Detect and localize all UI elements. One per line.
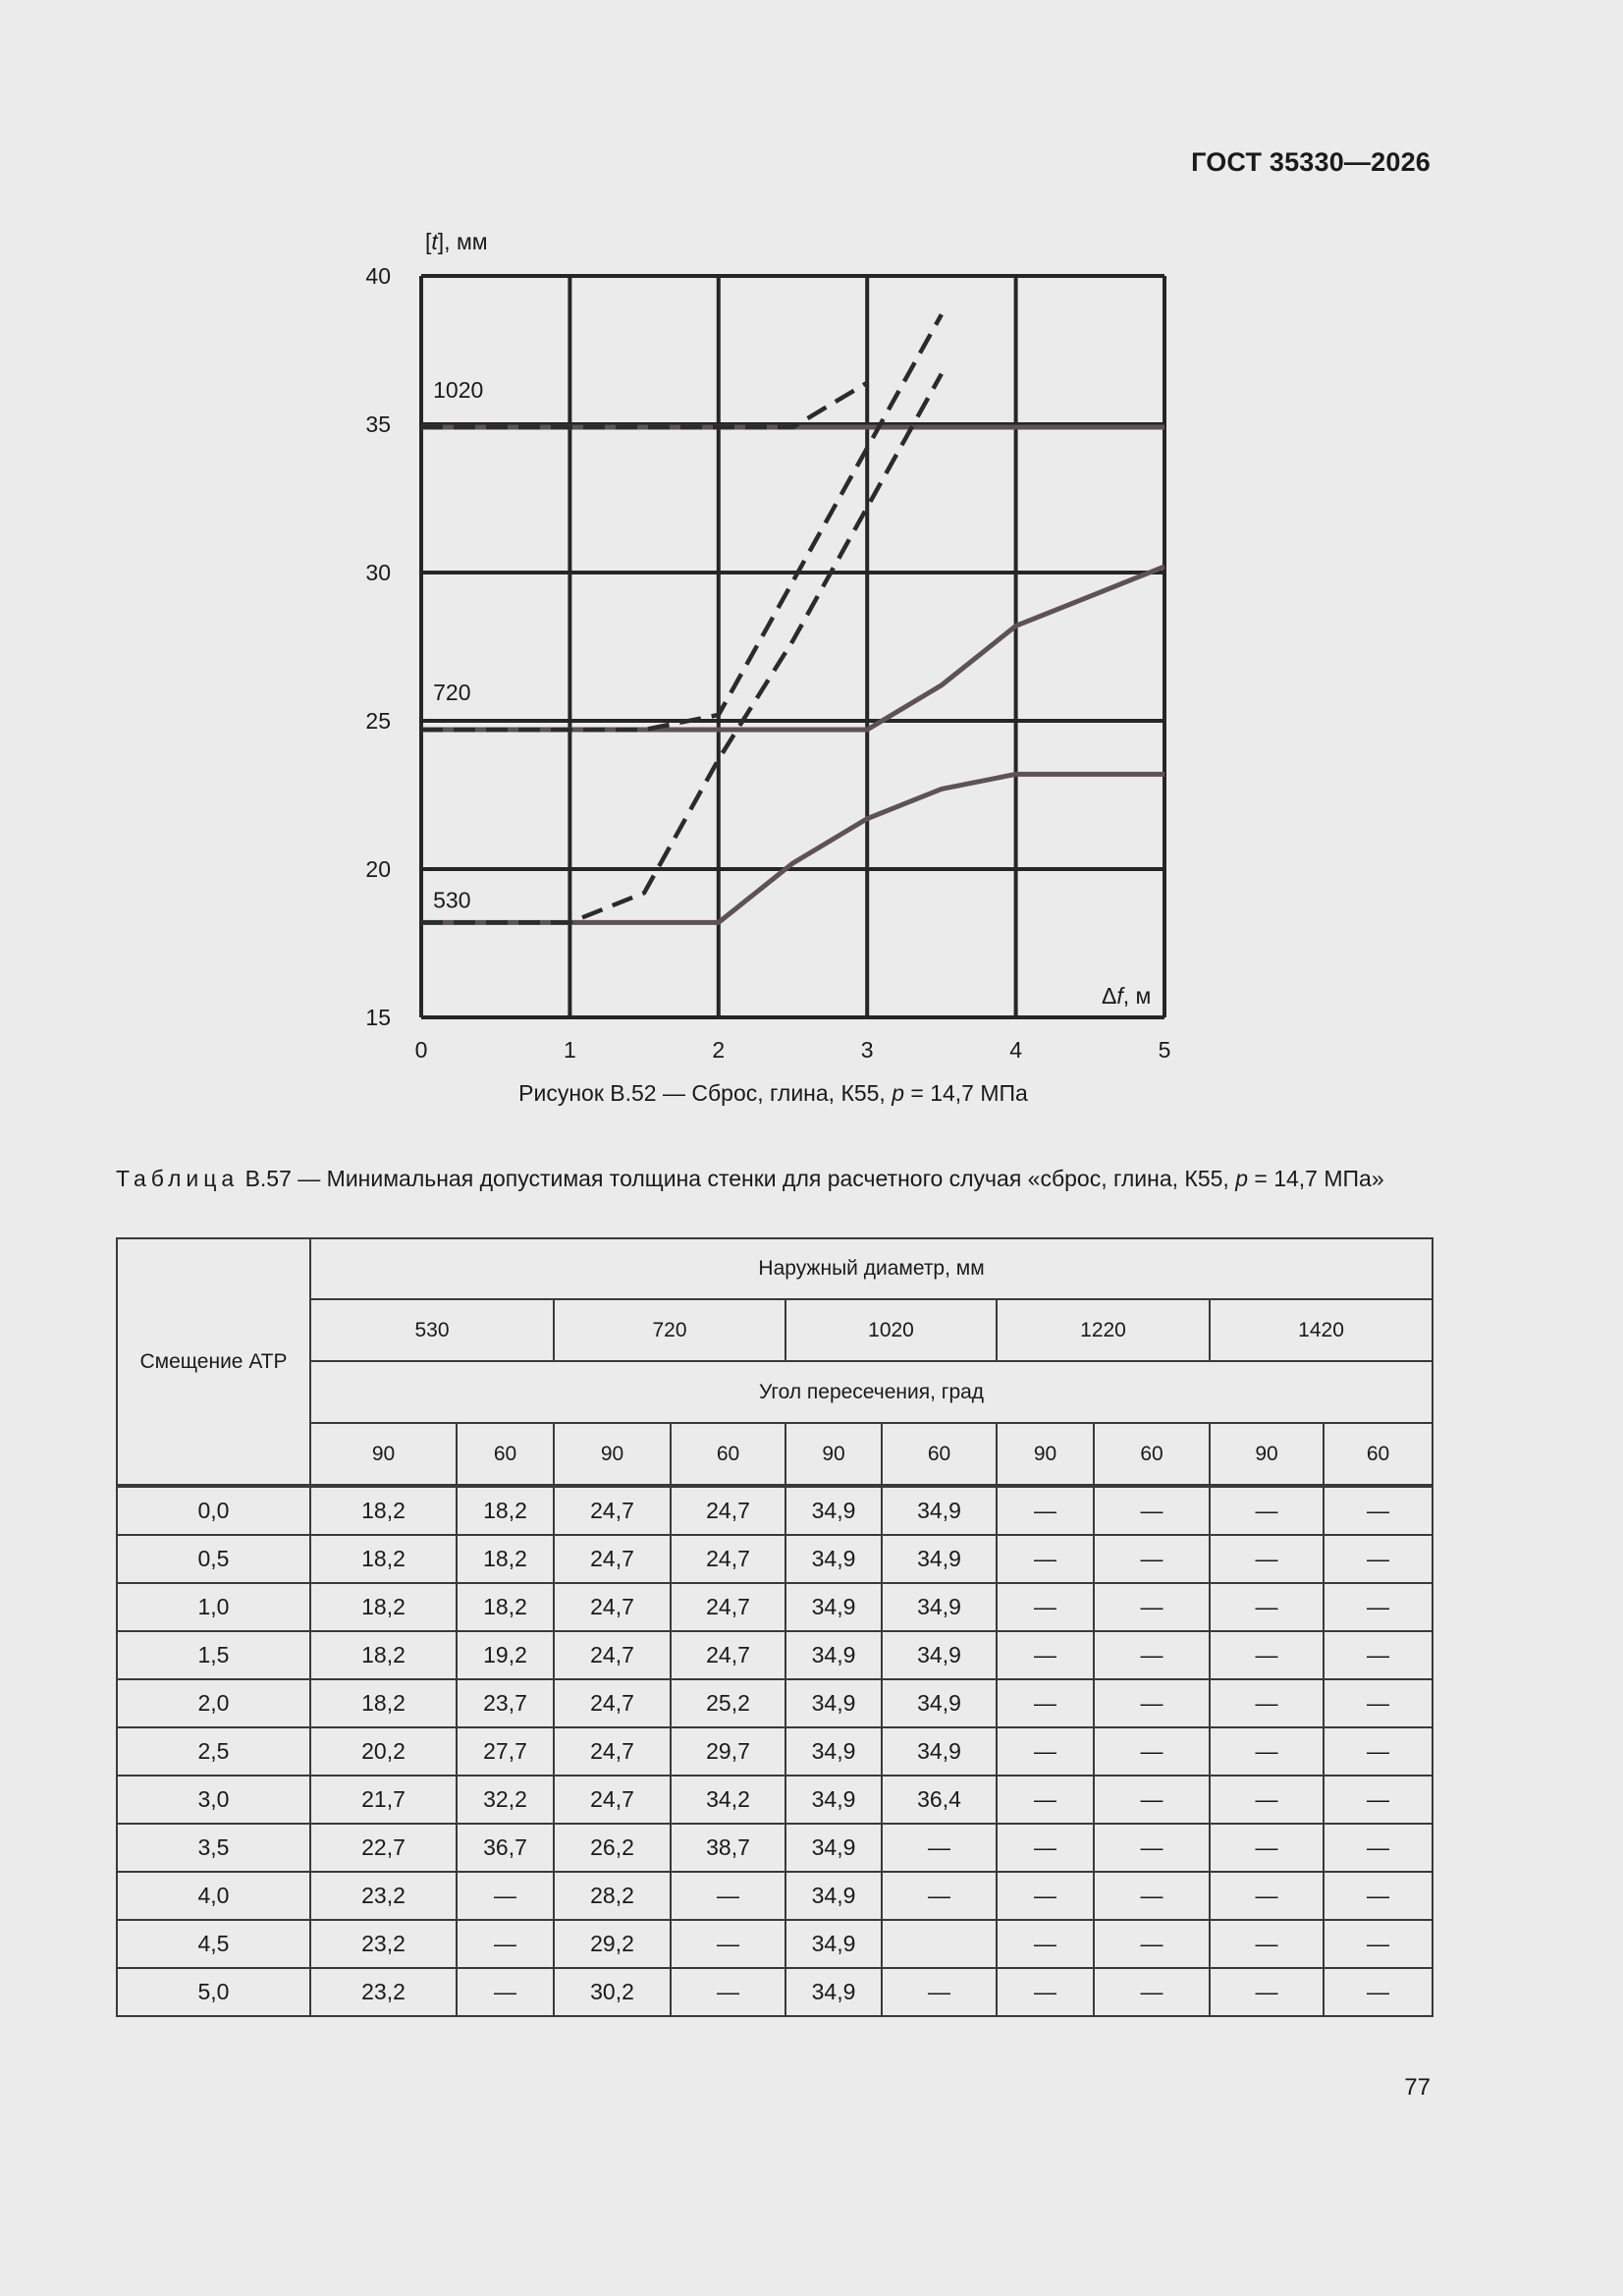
- thickness-cell: —: [457, 1920, 554, 1968]
- angle-header-row: [117, 1423, 1433, 1486]
- thickness-cell: —: [1094, 1583, 1210, 1631]
- row-header-cell: Смещение АТР: [117, 1238, 310, 1486]
- thickness-cell: —: [1324, 1824, 1433, 1872]
- thickness-cell: —: [1094, 1727, 1210, 1776]
- thickness-cell: 24,7: [671, 1535, 785, 1583]
- thickness-cell: —: [1210, 1727, 1324, 1776]
- angle-header-8: 90: [1210, 1423, 1324, 1486]
- thickness-cell: —: [882, 1872, 997, 1920]
- x-axis-label: Δf, м: [1102, 983, 1152, 1009]
- thickness-cell: 23,2: [310, 1872, 457, 1920]
- dashed-series-3: [421, 383, 867, 427]
- angle-header-7: 60: [1094, 1423, 1210, 1486]
- thickness-cell: 34,9: [882, 1679, 997, 1727]
- thickness-cell: 20,2: [310, 1727, 457, 1776]
- thickness-cell: —: [997, 1920, 1094, 1968]
- thickness-cell: —: [1210, 1583, 1324, 1631]
- table-title: [116, 1165, 1432, 1193]
- line-label-530: 530: [433, 887, 471, 913]
- angle-header-1: 60: [457, 1423, 554, 1486]
- thickness-cell: 18,2: [457, 1486, 554, 1535]
- thickness-cell: —: [457, 1872, 554, 1920]
- thickness-cell: 18,2: [310, 1679, 457, 1727]
- thickness-cell: 23,7: [457, 1679, 554, 1727]
- thickness-cell: 23,2: [310, 1968, 457, 2016]
- line-label-720: 720: [433, 679, 471, 705]
- thickness-cell: 34,9: [785, 1824, 882, 1872]
- angle-header-4: 90: [785, 1423, 882, 1486]
- table-row: [117, 1920, 1433, 1968]
- chart-line-labels: [433, 377, 483, 912]
- table-title-value: = 14,7 МПа»: [1247, 1166, 1384, 1191]
- offset-cell: 2,5: [117, 1727, 310, 1776]
- angle-header-0: 90: [310, 1423, 457, 1486]
- thickness-cell: 24,7: [671, 1486, 785, 1535]
- x-tick-label: 0: [414, 1037, 428, 1063]
- diameter-header-3: 1220: [997, 1299, 1210, 1361]
- y-axis-label: [t], мм: [425, 229, 488, 254]
- diameter-header-0: 530: [310, 1299, 554, 1361]
- thickness-cell: 24,7: [554, 1631, 671, 1679]
- table-row: [117, 1583, 1433, 1631]
- table-row: [117, 1872, 1433, 1920]
- table-row: [117, 1824, 1433, 1872]
- thickness-cell: 29,2: [554, 1920, 671, 1968]
- thickness-cell: 22,7: [310, 1824, 457, 1872]
- thickness-cell: 18,2: [310, 1535, 457, 1583]
- thickness-cell: —: [1210, 1920, 1324, 1968]
- thickness-cell: [882, 1920, 997, 1968]
- angle-header-2: 90: [554, 1423, 671, 1486]
- thickness-cell: —: [1094, 1631, 1210, 1679]
- thickness-cell: —: [1094, 1679, 1210, 1727]
- figure-caption-var: p: [892, 1080, 904, 1106]
- x-tick-label: 1: [564, 1037, 576, 1063]
- thickness-cell: —: [1210, 1535, 1324, 1583]
- offset-cell: 1,0: [117, 1583, 310, 1631]
- thickness-cell: —: [671, 1968, 785, 2016]
- thickness-cell: 34,9: [785, 1776, 882, 1824]
- thickness-cell: 24,7: [554, 1535, 671, 1583]
- thickness-cell: —: [1210, 1679, 1324, 1727]
- thickness-cell: —: [997, 1679, 1094, 1727]
- thickness-cell: 34,9: [785, 1535, 882, 1583]
- y-tick-label: 30: [365, 560, 391, 585]
- figure-caption: [0, 1080, 1546, 1107]
- thickness-cell: —: [997, 1872, 1094, 1920]
- figure-caption-text: Рисунок В.52 — Сброс, глина, К55,: [518, 1080, 893, 1106]
- thickness-cell: 24,7: [554, 1583, 671, 1631]
- offset-cell: 1,5: [117, 1631, 310, 1679]
- thickness-cell: 23,2: [310, 1920, 457, 1968]
- thickness-cell: —: [1324, 1679, 1433, 1727]
- thickness-cell: 34,9: [785, 1727, 882, 1776]
- thickness-cell: —: [1210, 1776, 1324, 1824]
- thickness-cell: 24,7: [554, 1727, 671, 1776]
- thickness-cell: —: [671, 1872, 785, 1920]
- wall-thickness-chart: [0, 0, 1623, 1080]
- y-tick-label: 15: [365, 1005, 391, 1030]
- offset-cell: 2,0: [117, 1679, 310, 1727]
- thickness-cell: 34,9: [785, 1920, 882, 1968]
- thickness-cell: —: [1324, 1776, 1433, 1824]
- table-title-label: Таблица: [116, 1166, 240, 1191]
- x-tick-label: 3: [860, 1037, 874, 1063]
- page-number: 77: [1404, 2074, 1431, 2101]
- offset-cell: 3,5: [117, 1824, 310, 1872]
- thickness-cell: —: [997, 1824, 1094, 1872]
- thickness-cell: 34,9: [785, 1679, 882, 1727]
- angle-header-6: 90: [997, 1423, 1094, 1486]
- table-row: [117, 1631, 1433, 1679]
- diameter-group-header: Наружный диаметр, мм: [310, 1238, 1433, 1299]
- thickness-cell: —: [1324, 1872, 1433, 1920]
- diameter-header-row: [117, 1299, 1433, 1361]
- thickness-cell: —: [882, 1824, 997, 1872]
- thickness-cell: 34,9: [785, 1631, 882, 1679]
- table-title-var: p: [1235, 1166, 1248, 1191]
- thickness-cell: —: [1324, 1968, 1433, 2016]
- diameter-header-4: 1420: [1210, 1299, 1433, 1361]
- thickness-cell: —: [997, 1776, 1094, 1824]
- wall-thickness-table: [116, 1237, 1434, 2017]
- thickness-cell: 18,2: [457, 1583, 554, 1631]
- offset-cell: 3,0: [117, 1776, 310, 1824]
- angle-header-3: 60: [671, 1423, 785, 1486]
- thickness-cell: —: [1094, 1920, 1210, 1968]
- x-tick-label: 4: [1009, 1037, 1022, 1063]
- thickness-cell: —: [997, 1535, 1094, 1583]
- dashed-series-4: [421, 314, 942, 730]
- thickness-cell: —: [1324, 1486, 1433, 1535]
- thickness-cell: —: [1094, 1968, 1210, 2016]
- thickness-cell: —: [1324, 1535, 1433, 1583]
- thickness-cell: 30,2: [554, 1968, 671, 2016]
- thickness-cell: 21,7: [310, 1776, 457, 1824]
- thickness-cell: —: [882, 1968, 997, 2016]
- x-tick-label: 5: [1158, 1037, 1171, 1063]
- angle-header-9: 60: [1324, 1423, 1433, 1486]
- table-row: [117, 1535, 1433, 1583]
- table-row: [117, 1776, 1433, 1824]
- thickness-cell: 34,9: [785, 1583, 882, 1631]
- thickness-cell: —: [457, 1968, 554, 2016]
- thickness-cell: 24,7: [554, 1486, 671, 1535]
- thickness-cell: —: [997, 1631, 1094, 1679]
- thickness-cell: —: [1094, 1824, 1210, 1872]
- thickness-cell: 34,2: [671, 1776, 785, 1824]
- thickness-cell: 34,9: [785, 1872, 882, 1920]
- diameter-header-1: 720: [554, 1299, 785, 1361]
- chart-ticks: [365, 263, 1170, 1063]
- thickness-cell: 32,2: [457, 1776, 554, 1824]
- thickness-cell: —: [1094, 1486, 1210, 1535]
- table-body: [117, 1486, 1433, 2016]
- table-row: [117, 1968, 1433, 2016]
- solid-series-2: [421, 774, 1164, 922]
- offset-cell: 4,0: [117, 1872, 310, 1920]
- thickness-cell: 24,7: [554, 1679, 671, 1727]
- chart-series: [421, 314, 1164, 922]
- x-tick-label: 2: [712, 1037, 726, 1063]
- table-title-text: В.57 — Минимальная допустимая толщина стенки для расчетного случая «сброс, глина, К55,: [239, 1166, 1236, 1191]
- table-row: [117, 1727, 1433, 1776]
- thickness-cell: 34,9: [882, 1583, 997, 1631]
- diameter-header-2: 1020: [785, 1299, 997, 1361]
- thickness-cell: 18,2: [310, 1486, 457, 1535]
- thickness-cell: —: [997, 1727, 1094, 1776]
- thickness-cell: —: [1324, 1631, 1433, 1679]
- thickness-cell: 25,2: [671, 1679, 785, 1727]
- line-label-1020: 1020: [433, 376, 484, 403]
- thickness-cell: —: [1094, 1535, 1210, 1583]
- thickness-cell: 34,9: [882, 1727, 997, 1776]
- angle-group-header: Угол пересечения, град: [310, 1361, 1433, 1423]
- thickness-cell: 28,2: [554, 1872, 671, 1920]
- thickness-cell: 36,4: [882, 1776, 997, 1824]
- thickness-cell: 26,2: [554, 1824, 671, 1872]
- thickness-cell: —: [1324, 1920, 1433, 1968]
- thickness-cell: 19,2: [457, 1631, 554, 1679]
- thickness-cell: 18,2: [457, 1535, 554, 1583]
- document-id: ГОСТ 35330—2026: [1191, 147, 1431, 177]
- table-row: [117, 1679, 1433, 1727]
- thickness-cell: 38,7: [671, 1824, 785, 1872]
- thickness-cell: —: [997, 1583, 1094, 1631]
- thickness-cell: —: [997, 1968, 1094, 2016]
- thickness-cell: 18,2: [310, 1583, 457, 1631]
- thickness-cell: 24,7: [671, 1631, 785, 1679]
- thickness-cell: —: [1210, 1486, 1324, 1535]
- thickness-cell: —: [1210, 1631, 1324, 1679]
- angle-header-5: 60: [882, 1423, 997, 1486]
- offset-cell: 0,0: [117, 1486, 310, 1535]
- thickness-cell: 36,7: [457, 1824, 554, 1872]
- thickness-cell: —: [1210, 1872, 1324, 1920]
- y-tick-label: 40: [365, 263, 391, 289]
- thickness-cell: 34,9: [882, 1486, 997, 1535]
- thickness-cell: 24,7: [671, 1583, 785, 1631]
- figure-caption-value: = 14,7 МПа: [904, 1080, 1028, 1106]
- offset-cell: 0,5: [117, 1535, 310, 1583]
- thickness-cell: 34,9: [882, 1631, 997, 1679]
- chart-grid: [421, 276, 1164, 1017]
- thickness-cell: 34,9: [882, 1535, 997, 1583]
- table-row: [117, 1486, 1433, 1535]
- solid-series-1: [421, 567, 1164, 730]
- thickness-cell: —: [1324, 1583, 1433, 1631]
- thickness-cell: —: [1324, 1727, 1433, 1776]
- y-tick-label: 20: [365, 856, 391, 882]
- thickness-cell: —: [1210, 1968, 1324, 2016]
- offset-cell: 4,5: [117, 1920, 310, 1968]
- thickness-cell: 34,9: [785, 1486, 882, 1535]
- thickness-cell: 24,7: [554, 1776, 671, 1824]
- thickness-cell: —: [1094, 1776, 1210, 1824]
- thickness-cell: —: [1210, 1824, 1324, 1872]
- thickness-cell: —: [1094, 1872, 1210, 1920]
- thickness-cell: 27,7: [457, 1727, 554, 1776]
- offset-cell: 5,0: [117, 1968, 310, 2016]
- thickness-cell: 34,9: [785, 1968, 882, 2016]
- thickness-cell: 29,7: [671, 1727, 785, 1776]
- thickness-cell: —: [997, 1486, 1094, 1535]
- y-tick-label: 25: [365, 708, 391, 734]
- thickness-cell: —: [671, 1920, 785, 1968]
- y-tick-label: 35: [365, 411, 391, 437]
- thickness-cell: 18,2: [310, 1631, 457, 1679]
